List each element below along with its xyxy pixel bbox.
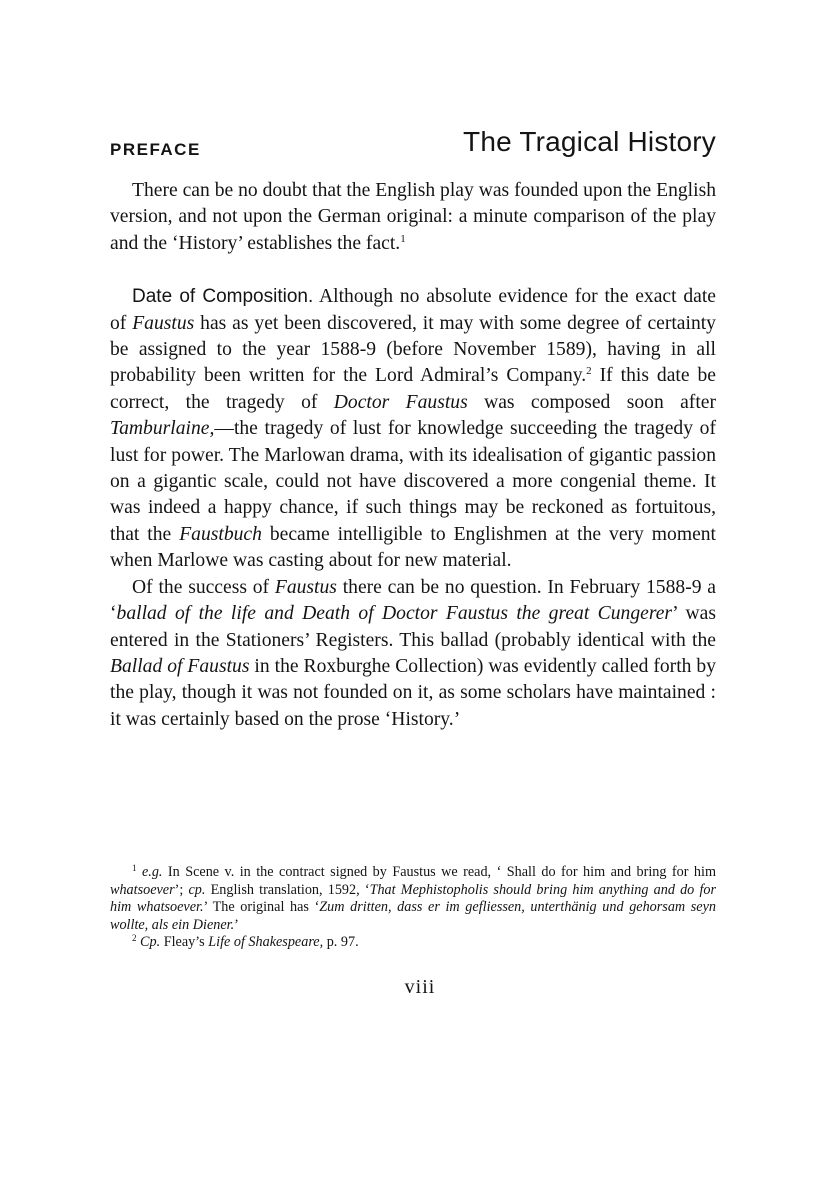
page-number: viii <box>404 976 436 998</box>
paragraph-success-of-faustus: Of the success of Faustus there can be no question. In February 1588-9 a ‘ballad of the life and Death of Doctor Faustus the great Cungerer’ was entered in the Stationers’ Registers. This ballad (probably identical with the Ballad of Faustus in the Roxburghe Collection) was evidently called forth by the play, though it was not founded on it, as some scholars have maintained : it was certainly based on the prose ‘History.’ <box>110 576 717 730</box>
footnote-2: $^2$ Cp. Fleay’s Life of Shakespeare, p. 97. <box>132 933 359 950</box>
footnote-ref-1[interactable]: 1 <box>400 232 406 245</box>
section-heading-date-of-composition: Date of Composition. <box>132 286 314 308</box>
section-label: PREFACE <box>110 140 201 159</box>
body-text <box>110 178 716 733</box>
footnote-mark-2: 2 <box>132 933 137 943</box>
footnote-mark-1: 1 <box>132 863 137 873</box>
footnote-1: $^1$ e.g. In Scene v. in the contract signed by Faustus we read, ‘ Shall do for him and bring for him whatsoever’; cp. English translation, 1592, ‘That Mephistopholis should bring him anything and do for him whatsoever.’ The original has ‘Zum dritten, dass er im gefliessen, unterthänig und gehorsam seyn wollte, als ein Diener.’ <box>110 863 717 933</box>
running-head <box>110 126 716 170</box>
footnote-ref-2[interactable]: 2 <box>586 365 592 378</box>
paragraph-date-of-composition: Date of Composition. Although no absolute evidence for the exact date of Faustus has as yet been discovered, it may with some degree of certainty be assigned to the year 1588-9 (before November 1589), having in all probability been written for the Lord Admiral’s Company.$^2$ If this date be correct, the tragedy of Doctor Faustus was composed soon after Tamburlaine,—the tragedy of lust for knowledge succeeding the tragedy of lust for power. The Marlowan drama, with its idealisation of gigantic passion on a gigantic scale, could not have discovered a more congenial theme. It was indeed a happy chance, if such things may be reckoned as fortuitous, that the Faustbuch became intelligible to Englishmen at the very moment when Marlowe was casting about for new material. <box>110 286 717 572</box>
paragraph-1: There can be no doubt that the English play was founded upon the English version, and not upon the German original: a minute comparison of the play and the ‘History’ establishes the fact.$^1$ <box>110 180 716 254</box>
book-title: The Tragical History <box>463 126 716 157</box>
footnotes <box>110 864 716 952</box>
